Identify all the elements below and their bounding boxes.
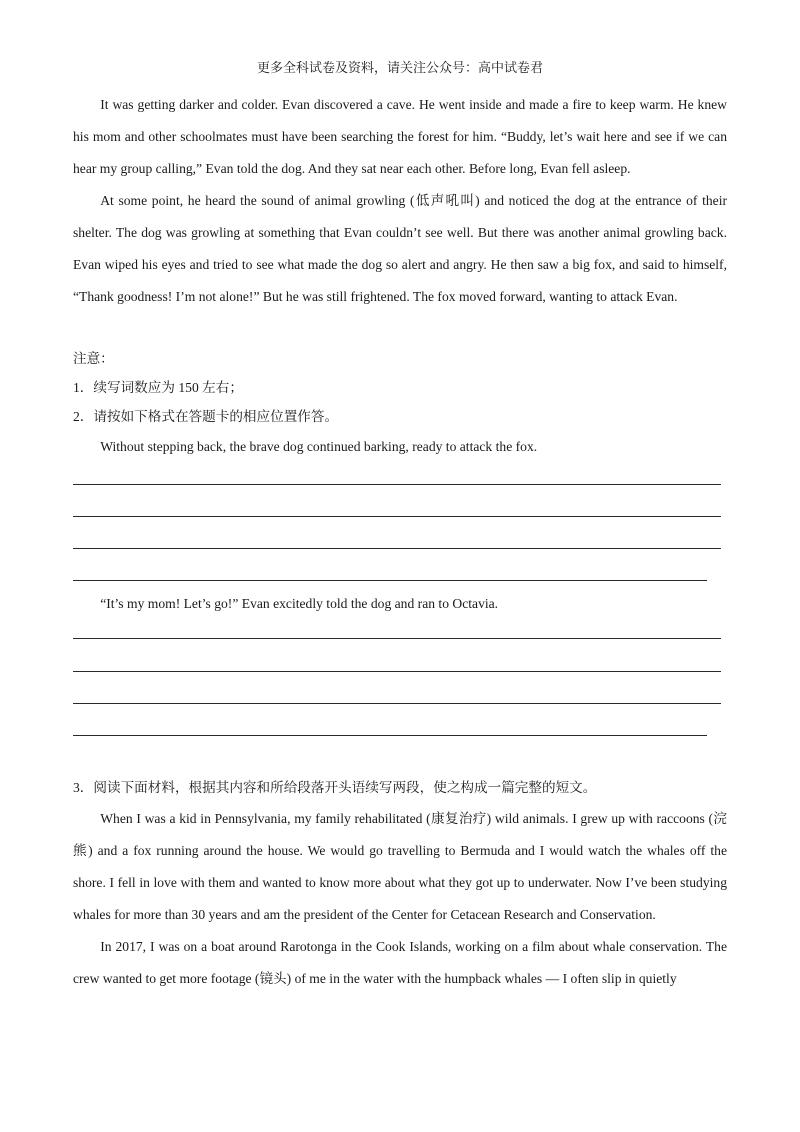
answer-line — [73, 638, 721, 639]
answer-line — [73, 516, 721, 517]
answer-line — [73, 735, 707, 736]
answer-line — [73, 548, 721, 549]
story-passage — [73, 89, 727, 313]
answer-line — [73, 580, 707, 581]
task-3-paragraph-2: In 2017, I was on a boat around Rarotonga in the Cook Islands, working on a film about whale conservation. The crew wanted to get more footage (镜头) of me in the water with the humpback whales — I often slip in quietly — [73, 939, 727, 986]
notes-heading: 注意： — [73, 351, 114, 366]
page-header: 更多全科试卷及资料，请关注公众号：高中试卷君 — [256, 60, 543, 75]
notes-section — [73, 344, 727, 431]
story-paragraph-1: It was getting darker and colder. Evan discovered a cave. He went inside and made a fire to keep warm. He knew his mom and other schoolmates must have been searching the forest for him. “Buddy, let’s wait here and see if we can hear my group calling,” Evan told the dog. And they sat near each other. Before long, Evan fell asleep. — [73, 97, 727, 176]
story-paragraph-2: At some point, he heard the sound of animal growling (低声吼叫) and noticed the dog at the entrance of their shelter. The dog was growling at something that Evan couldn’t see well. But there was another animal growling back. Evan wiped his eyes and tried to see what made the dog so alert and angry. He then saw a big fox, and said to himself, “Thank goodness! I’m not alone!” But he was still frightened. The fox moved forward, wanting to attack Evan. — [73, 193, 727, 304]
task-3-paragraph-1: When I was a kid in Pennsylvania, my family rehabilitated (康复治疗) wild animals. I grew up with raccoons (浣熊) and a fox running around the house. We would go travelling to Bermuda and I would watch the whales off the shore. I fell in love with them and wanted to know more about what they got up to underwater. Now I’ve been studying whales for more than 30 years and am the president of the Center for Cetacean Research and Conservation. — [73, 811, 727, 922]
answer-line — [73, 484, 721, 485]
answer-line — [73, 671, 721, 672]
task-3-instruction: 3．阅读下面材料，根据其内容和所给段落开头语续写两段，使之构成一篇完整的短文。 — [73, 780, 597, 795]
note-item-1: 1．续写词数应为 150 左右； — [73, 380, 243, 395]
opening-sentence-1: Without stepping back, the brave dog continued barking, ready to attack the fox. — [100, 439, 538, 454]
note-item-2: 2．请按如下格式在答题卡的相应位置作答。 — [73, 409, 339, 424]
task-3-section — [73, 773, 727, 995]
answer-line — [73, 703, 721, 704]
opening-sentence-2-block — [73, 594, 727, 614]
opening-sentence-2: “It’s my mom! Let’s go!” Evan excitedly told the dog and ran to Octavia. — [100, 596, 499, 611]
opening-sentence-1-block — [73, 437, 727, 457]
